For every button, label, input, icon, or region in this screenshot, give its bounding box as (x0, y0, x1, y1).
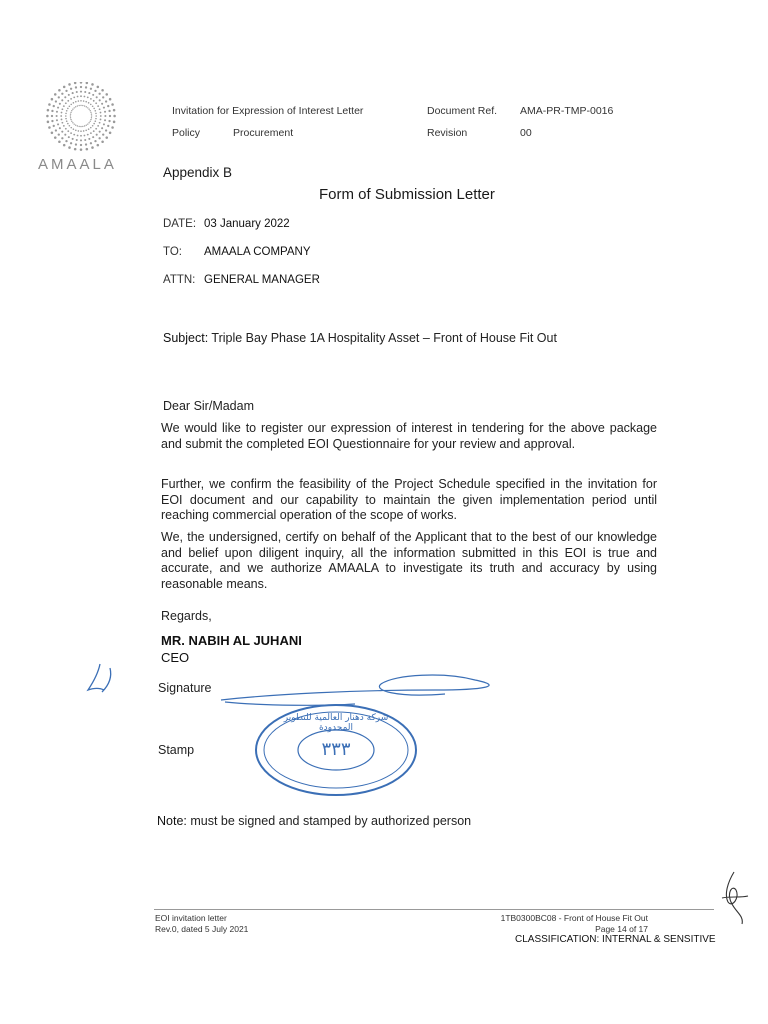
form-title: Form of Submission Letter (319, 186, 495, 203)
stamp-number: ٣٣٣ (321, 739, 351, 760)
appendix-heading: Appendix B (163, 165, 233, 180)
footer-left-line2: Rev.0, dated 5 July 2021 (155, 924, 249, 934)
paragraph-1: We would like to register our expression of interest in tendering for the above package and submit the completed EOI Questionnaire for your review and approval. (161, 421, 657, 451)
attn-label: ATTN: (163, 274, 196, 286)
signatory-name: MR. NABIH AL JUHANI (161, 633, 302, 648)
initials-mark-icon (80, 660, 130, 700)
company-stamp (254, 703, 418, 797)
policy-value: Procurement (233, 127, 294, 139)
stamp-label: Stamp (158, 743, 195, 757)
logo-wordmark: AMAALA (38, 156, 117, 173)
footer-right-line1: 1TB0300BC08 - Front of House Fit Out (500, 913, 648, 923)
stamp-arabic-text: شركة دهنار العالمية للتطوير المحدودة (283, 713, 389, 733)
regards: Regards, (161, 609, 212, 623)
doc-ref-label: Document Ref. (427, 105, 498, 117)
note-line (157, 814, 471, 830)
to-label: TO: (163, 246, 182, 258)
to-value: AMAALA COMPANY (204, 246, 311, 258)
doc-ref-value: AMA-PR-TMP-0016 (520, 105, 614, 117)
paragraph-3: We, the undersigned, certify on behalf of the Applicant that to the best of our knowledge and belief upon diligent inquiry, all the information submitted in this EOI is true and accurate, and we authorize AMAALA to investigate its truth and accuracy by using reasonable means. (161, 530, 657, 591)
footer-classification: CLASSIFICATION: INTERNAL & SENSITIVE (515, 934, 716, 945)
footer-rule (154, 909, 714, 910)
signature-label: Signature (158, 681, 212, 695)
header-title: Invitation for Expression of Interest Letter (172, 105, 364, 117)
signatory-role: CEO (161, 650, 190, 665)
subject-line (163, 331, 557, 345)
revision-label: Revision (427, 127, 468, 139)
note-text: must be signed and stamped by authorized person (190, 814, 472, 828)
date-label: DATE: (163, 218, 197, 230)
footer-right-line2: Page 14 of 17 (595, 924, 648, 934)
subject-label: Subject: (163, 331, 209, 345)
attn-value: GENERAL MANAGER (204, 274, 320, 286)
revision-value: 00 (520, 127, 532, 139)
footer-left-line1: EOI invitation letter (155, 913, 227, 923)
paragraph-2: Further, we confirm the feasibility of the Project Schedule specified in the invitation for EOI document and our capability to maintain the given implementation period until reaching commercial operation of the scope of works. (161, 477, 657, 522)
policy-label: Policy (172, 127, 201, 139)
amaala-logo (36, 82, 126, 178)
subject-text: Triple Bay Phase 1A Hospitality Asset – Front of House Fit Out (211, 331, 557, 345)
salutation: Dear Sir/Madam (163, 399, 254, 413)
margin-initials-icon (714, 868, 754, 928)
note-label: Note: (157, 814, 187, 828)
date-value: 03 January 2022 (204, 218, 290, 230)
amaala-logo-mark-icon (36, 82, 126, 152)
